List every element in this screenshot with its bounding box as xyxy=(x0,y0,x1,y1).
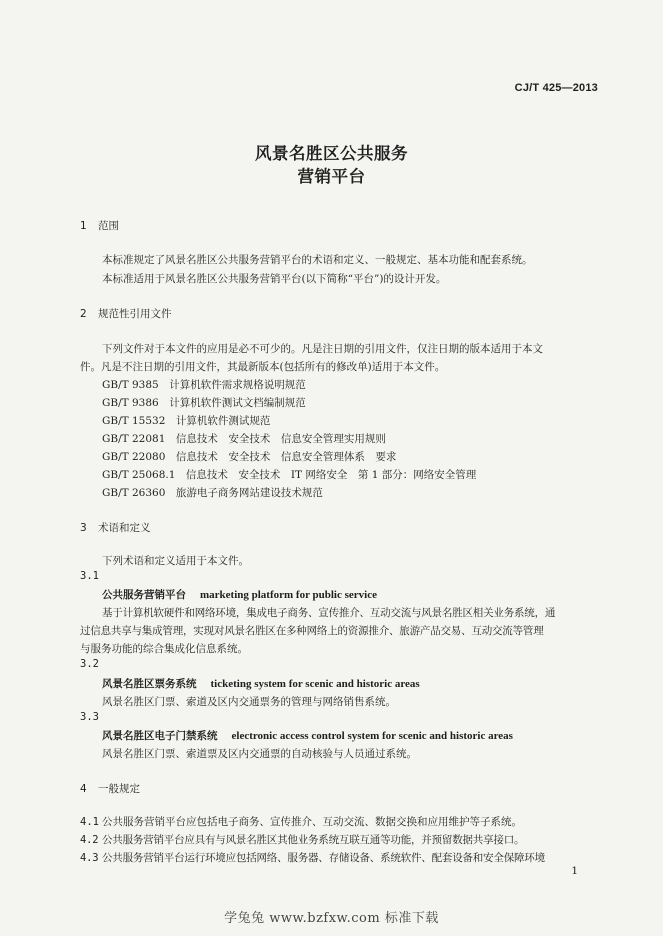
section-3-intro: 下列术语和定义适用于本文件。 xyxy=(102,555,249,567)
normative-reference: GB/T 22081 信息技术 安全技术 信息安全管理实用规则 xyxy=(102,433,386,445)
section-2-paragraph-line1: 下列文件对于本文件的应用是必不可少的。凡是注日期的引用文件，仅注日期的版本适用于本文 xyxy=(102,343,543,355)
section-4-number: 4 xyxy=(80,783,87,795)
clause-4-2-text: 公共服务营销平台应具有与风景名胜区其他业务系统互联互通等功能，并预留数据共享接口。 xyxy=(102,834,525,846)
section-2-title: 规范性引用文件 xyxy=(98,308,172,320)
standard-code: CJ/T 425—2013 xyxy=(514,82,598,94)
section-2-paragraph-line2: 件。凡是不注日期的引用文件，其最新版本(包括所有的修改单)适用于本文件。 xyxy=(80,361,446,373)
section-1-paragraph-1: 本标准规定了风景名胜区公共服务营销平台的术语和定义、一般规定、基本功能和配套系统。 xyxy=(102,254,533,266)
term-3-1-heading xyxy=(102,587,377,602)
section-3-title: 术语和定义 xyxy=(98,522,151,534)
section-2-number: 2 xyxy=(80,308,87,320)
normative-reference: GB/T 26360 旅游电子商务网站建设技术规范 xyxy=(102,487,323,499)
term-3-1-definition-line3: 与服务功能的综合集成化信息系统。 xyxy=(80,643,248,655)
term-3-2-english: ticketing system for scenic and historic areas xyxy=(210,678,420,690)
clause-4-2 xyxy=(80,832,524,847)
document-title-line2: 营销平台 xyxy=(297,167,366,186)
term-3-3-chinese: 风景名胜区电子门禁系统 xyxy=(102,730,218,742)
section-1-number: 1 xyxy=(80,220,87,232)
clause-4-1-text: 公共服务营销平台应包括电子商务、宣传推介、互动交流、数据交换和应用维护等子系统。 xyxy=(102,816,522,828)
term-3-1-english: marketing platform for public service xyxy=(200,589,377,601)
section-2-heading xyxy=(80,306,172,321)
term-3-2-number: 3.2 xyxy=(80,658,99,670)
term-3-3-definition: 风景名胜区门票、索道票及区内交通票的自动核验与人员通过系统。 xyxy=(102,748,417,760)
term-3-3-number: 3.3 xyxy=(80,711,99,723)
normative-reference: GB/T 9385 计算机软件需求规格说明规范 xyxy=(102,379,306,391)
normative-reference: GB/T 9386 计算机软件测试文档编制规范 xyxy=(102,397,306,409)
normative-reference: GB/T 22080 信息技术 安全技术 信息安全管理体系 要求 xyxy=(102,451,397,463)
clause-4-3-number: 4.3 xyxy=(80,852,99,864)
normative-reference: GB/T 15532 计算机软件测试规范 xyxy=(102,415,271,427)
watermark-footer: 学兔兔 www.bzfxw.com 标准下载 xyxy=(224,911,439,926)
section-1-title: 范围 xyxy=(98,220,119,232)
term-3-3-heading xyxy=(102,728,513,743)
term-3-2-definition: 风景名胜区门票、索道及区内交通票务的管理与网络销售系统。 xyxy=(102,696,396,708)
document-title-line1: 风景名胜区公共服务 xyxy=(255,144,408,163)
term-3-1-number: 3.1 xyxy=(80,570,99,582)
section-4-title: 一般规定 xyxy=(98,783,140,795)
section-4-heading xyxy=(80,781,140,796)
section-3-number: 3 xyxy=(80,522,87,534)
clause-4-1-number: 4.1 xyxy=(80,816,99,828)
section-1-heading xyxy=(80,218,119,233)
term-3-1-chinese: 公共服务营销平台 xyxy=(102,589,186,601)
term-3-3-english: electronic access control system for scenic and historic areas xyxy=(231,730,513,742)
page-number: 1 xyxy=(571,865,578,877)
term-3-1-definition-line1: 基于计算机软硬件和网络环境，集成电子商务、宣传推介、互动交流与风景名胜区相关业务系统，通 xyxy=(102,607,556,619)
term-3-2-heading xyxy=(102,676,420,691)
term-3-1-definition-line2: 过信息共享与集成管理，实现对风景名胜区在多种网络上的资源推介、旅游产品交易、互动交流等管理 xyxy=(80,625,544,637)
clause-4-1 xyxy=(80,814,522,829)
section-3-heading xyxy=(80,520,151,535)
term-3-2-chinese: 风景名胜区票务系统 xyxy=(102,678,197,690)
clause-4-3 xyxy=(80,850,545,865)
normative-reference: GB/T 25068.1 信息技术 安全技术 IT 网络安全 第 1 部分：网络安全管理 xyxy=(102,469,477,481)
section-1-paragraph-2: 本标准适用于风景名胜区公共服务营销平台(以下简称“平台”)的设计开发。 xyxy=(102,273,447,285)
clause-4-3-text: 公共服务营销平台运行环境应包括网络、服务器、存储设备、系统软件、配套设备和安全保障环境 xyxy=(102,852,545,864)
clause-4-2-number: 4.2 xyxy=(80,834,99,846)
